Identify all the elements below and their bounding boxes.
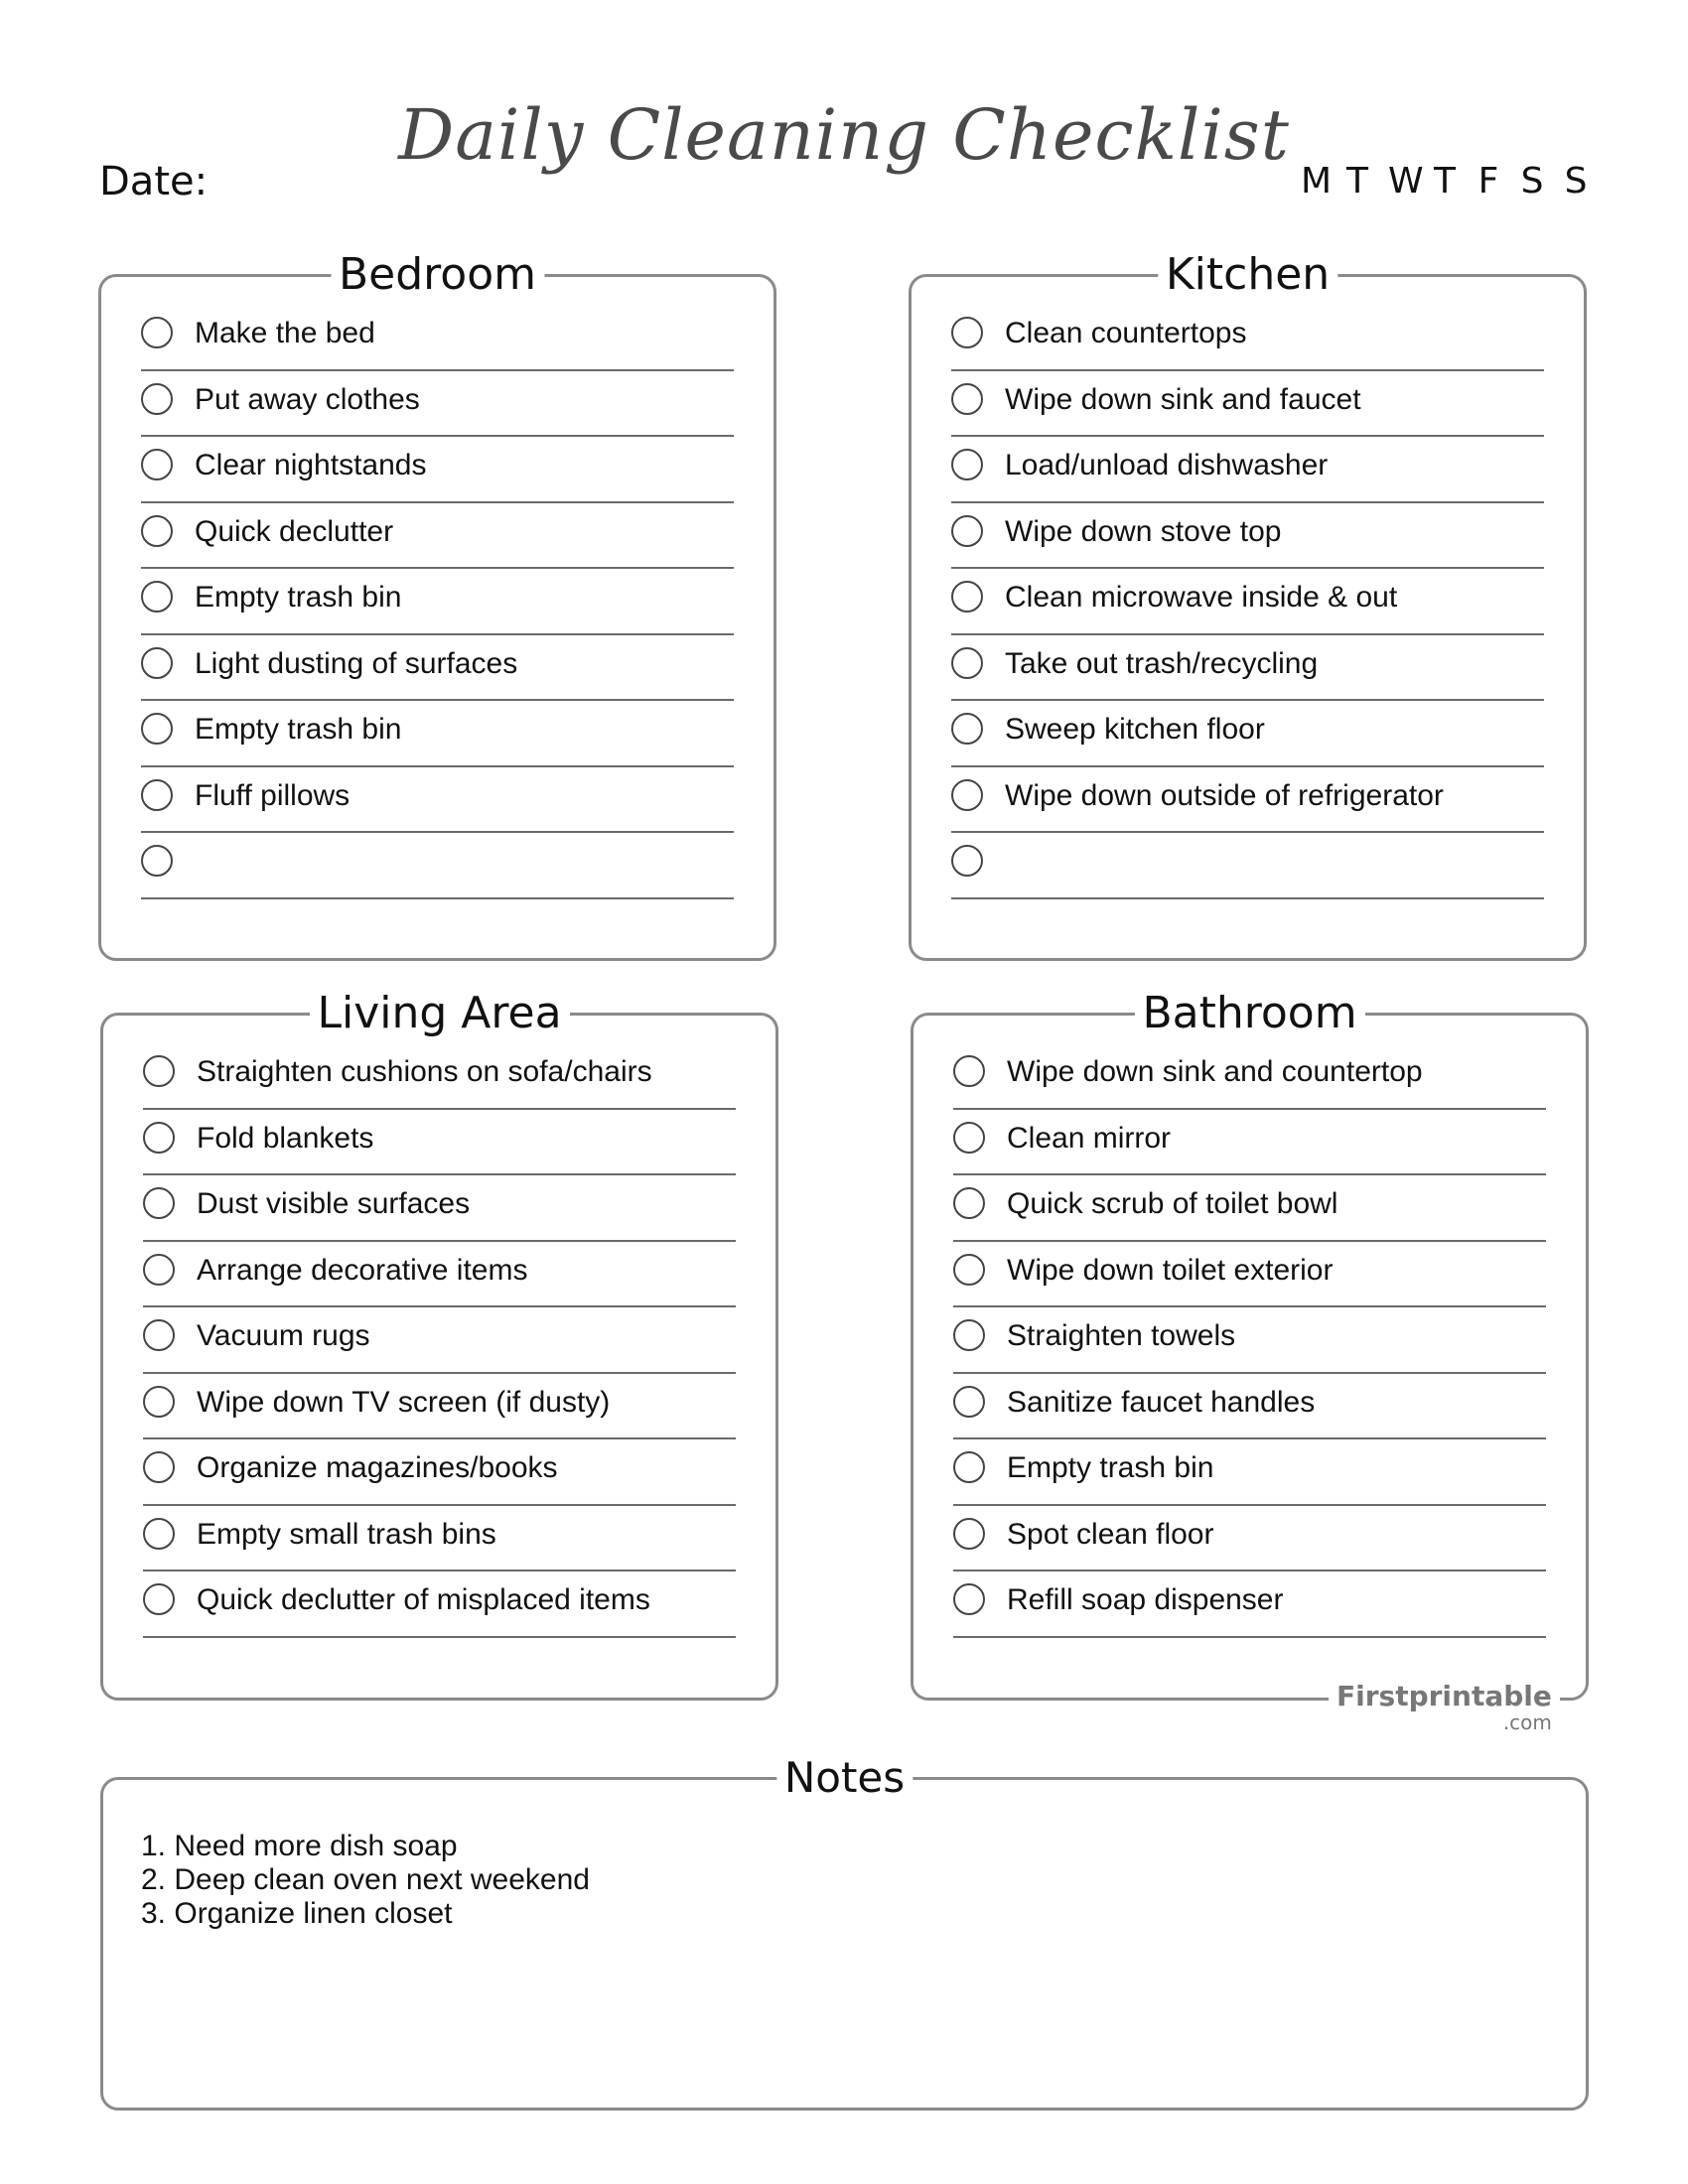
checklist-item-label: Arrange decorative items <box>197 1253 528 1287</box>
checklist-item-label: Take out trash/recycling <box>1005 646 1319 680</box>
checklist-item-label: Wipe down toilet exterior <box>1007 1253 1334 1287</box>
checkbox-circle-icon[interactable] <box>951 647 983 679</box>
checkbox-circle-icon[interactable] <box>951 383 983 415</box>
checklist-item-label: Clear nightstands <box>195 449 427 481</box>
checkbox-circle-icon[interactable] <box>951 515 983 547</box>
checklist-item[interactable] <box>953 1112 1546 1176</box>
checkbox-circle-icon[interactable] <box>951 845 983 877</box>
checklist-item-label: Clean mirror <box>1007 1121 1172 1155</box>
brand-name: Firstprintable <box>1336 1680 1552 1712</box>
checkbox-circle-icon[interactable] <box>953 1319 985 1351</box>
checklist-item-label: Fluff pillows <box>195 778 351 812</box>
checkbox-circle-icon[interactable] <box>143 1254 175 1286</box>
checkbox-circle-icon[interactable] <box>141 647 173 679</box>
checklist-item-label: Wipe down stove top <box>1005 514 1282 548</box>
checklist-item-label: Straighten cushions on sofa/chairs <box>197 1055 652 1088</box>
checkbox-circle-icon[interactable] <box>143 1319 175 1351</box>
checklist-item-label: Straighten towels <box>1007 1319 1236 1352</box>
checkbox-circle-icon[interactable] <box>141 779 173 811</box>
checkbox-circle-icon[interactable] <box>953 1451 985 1483</box>
checklist-item[interactable] <box>143 1177 736 1242</box>
checklist-item-label: Vacuum rugs <box>197 1319 370 1352</box>
checkbox-circle-icon[interactable] <box>953 1055 985 1087</box>
checklist-item-label: Quick declutter of misplaced items <box>197 1583 650 1616</box>
weekday-selector <box>1301 161 1589 202</box>
checklist-item-label: Wipe down TV screen (if dusty) <box>197 1385 611 1419</box>
checklist-item[interactable] <box>143 1508 736 1572</box>
checkbox-circle-icon[interactable] <box>953 1187 985 1219</box>
living-area-section <box>100 988 778 1701</box>
checklist-item[interactable] <box>141 571 734 635</box>
day-saturday[interactable]: S <box>1520 161 1544 202</box>
checklist-item[interactable] <box>951 439 1544 503</box>
checklist-item[interactable] <box>953 1244 1546 1308</box>
checklist-item[interactable] <box>951 373 1544 438</box>
checklist-item[interactable] <box>951 505 1544 570</box>
checklist-item-label: Empty small trash bins <box>197 1517 496 1551</box>
checklist-item[interactable] <box>143 1045 736 1110</box>
checkbox-circle-icon[interactable] <box>143 1451 175 1483</box>
checklist-item[interactable] <box>953 1441 1546 1506</box>
checklist-item-label: Put away clothes <box>195 382 420 416</box>
checkbox-circle-icon[interactable] <box>143 1122 175 1154</box>
checklist-item-label: Wipe down outside of refrigerator <box>1005 778 1444 812</box>
date-label: Date: <box>99 159 209 205</box>
checkbox-circle-icon[interactable] <box>141 515 173 547</box>
brand-logo <box>1329 1680 1560 1734</box>
checkbox-circle-icon[interactable] <box>953 1122 985 1154</box>
checklist-item[interactable] <box>951 769 1544 834</box>
checklist-item-label: Clean microwave inside & out <box>1005 581 1398 614</box>
checklist-item[interactable] <box>143 1573 736 1638</box>
brand-tld: .com <box>1502 1710 1552 1734</box>
checklist-item-label: Sweep kitchen floor <box>1005 713 1265 746</box>
checklist-item[interactable] <box>953 1508 1546 1572</box>
note-item: 1. Need more dish soap <box>141 1830 458 1862</box>
checkbox-circle-icon[interactable] <box>141 317 173 348</box>
checklist-item[interactable] <box>141 637 734 702</box>
checklist-item-label: Organize magazines/books <box>197 1451 558 1484</box>
checkbox-circle-icon[interactable] <box>143 1055 175 1087</box>
checkbox-circle-icon[interactable] <box>951 581 983 613</box>
checklist-item-label: Load/unload dishwasher <box>1005 449 1329 481</box>
checklist-item[interactable] <box>953 1573 1546 1638</box>
checklist-item-label: Refill soap dispenser <box>1007 1583 1284 1616</box>
note-item: 3. Organize linen closet <box>141 1897 453 1930</box>
checklist-item[interactable] <box>141 505 734 570</box>
checklist-item-label: Wipe down sink and countertop <box>1007 1055 1423 1088</box>
checklist-item[interactable] <box>951 307 1544 371</box>
section-title: Living Area <box>309 986 569 1041</box>
checklist-item-label: Make the bed <box>195 317 375 349</box>
checkbox-circle-icon[interactable] <box>953 1254 985 1286</box>
checklist-item[interactable] <box>951 835 1544 899</box>
checklist-item[interactable] <box>143 1244 736 1308</box>
checkbox-circle-icon[interactable] <box>951 713 983 745</box>
checklist-item[interactable] <box>143 1309 736 1374</box>
checklist-item-label: Quick declutter <box>195 514 394 548</box>
checklist-item-label: Spot clean floor <box>1007 1517 1214 1551</box>
checkbox-circle-icon[interactable] <box>143 1583 175 1615</box>
checklist-item[interactable] <box>141 835 734 899</box>
section-title: Kitchen <box>1158 247 1337 303</box>
checklist <box>953 1045 1546 1640</box>
section-title: Bathroom <box>1134 986 1364 1041</box>
day-wednesday[interactable]: W <box>1388 161 1424 202</box>
checkbox-circle-icon[interactable] <box>951 317 983 348</box>
day-thursday[interactable]: T <box>1434 161 1456 202</box>
checkbox-circle-icon[interactable] <box>953 1583 985 1615</box>
page-title: Daily Cleaning Checklist <box>398 94 1290 176</box>
notes-list[interactable] <box>141 1830 590 1931</box>
checklist <box>141 307 734 901</box>
day-monday[interactable]: M <box>1301 161 1333 202</box>
checklist-item-label: Wipe down sink and faucet <box>1005 382 1361 416</box>
day-friday[interactable]: F <box>1477 161 1499 202</box>
day-tuesday[interactable]: T <box>1346 161 1368 202</box>
checklist-item[interactable] <box>141 703 734 767</box>
checklist-item-label: Clean countertops <box>1005 317 1247 349</box>
checkbox-circle-icon[interactable] <box>141 713 173 745</box>
checklist-item[interactable] <box>953 1045 1546 1110</box>
checkbox-circle-icon[interactable] <box>141 581 173 613</box>
checkbox-circle-icon[interactable] <box>953 1386 985 1418</box>
checklist-item[interactable] <box>141 307 734 371</box>
checklist <box>143 1045 736 1640</box>
bathroom-section <box>911 988 1589 1701</box>
checkbox-circle-icon[interactable] <box>143 1518 175 1550</box>
kitchen-section <box>909 249 1587 961</box>
checklist-item[interactable] <box>141 769 734 834</box>
checklist-item-label: Quick scrub of toilet bowl <box>1007 1187 1338 1220</box>
bedroom-section <box>98 249 776 961</box>
checkbox-circle-icon[interactable] <box>951 779 983 811</box>
checklist-item[interactable] <box>141 439 734 503</box>
notes-section <box>100 1753 1589 2111</box>
checkbox-circle-icon[interactable] <box>951 449 983 480</box>
checkbox-circle-icon[interactable] <box>143 1187 175 1219</box>
checklist <box>951 307 1544 901</box>
day-sunday[interactable]: S <box>1564 161 1588 202</box>
checklist-item-label: Dust visible surfaces <box>197 1187 471 1220</box>
checklist-item[interactable] <box>951 637 1544 702</box>
checklist-item-label: Fold blankets <box>197 1121 374 1155</box>
checkbox-circle-icon[interactable] <box>143 1386 175 1418</box>
checklist-item[interactable] <box>143 1441 736 1506</box>
checklist-item[interactable] <box>141 373 734 438</box>
section-title: Bedroom <box>331 247 544 303</box>
checklist-item-label: Empty trash bin <box>195 581 402 614</box>
section-title: Notes <box>776 1750 913 1806</box>
note-item: 2. Deep clean oven next weekend <box>141 1863 590 1896</box>
checklist-item-label: Empty trash bin <box>195 713 402 746</box>
checklist-item[interactable] <box>143 1376 736 1440</box>
checklist-item[interactable] <box>953 1309 1546 1374</box>
checklist-item[interactable] <box>953 1177 1546 1242</box>
checkbox-circle-icon[interactable] <box>141 449 173 480</box>
checkbox-circle-icon[interactable] <box>141 845 173 877</box>
checklist-item[interactable] <box>951 703 1544 767</box>
checklist-item[interactable] <box>143 1112 736 1176</box>
checkbox-circle-icon[interactable] <box>141 383 173 415</box>
checklist-item-label: Light dusting of surfaces <box>195 646 518 680</box>
checklist-item-label: Sanitize faucet handles <box>1007 1385 1316 1419</box>
checklist-item-label: Empty trash bin <box>1007 1451 1214 1484</box>
checklist-item[interactable] <box>951 571 1544 635</box>
checkbox-circle-icon[interactable] <box>953 1518 985 1550</box>
checklist-item[interactable] <box>953 1376 1546 1440</box>
